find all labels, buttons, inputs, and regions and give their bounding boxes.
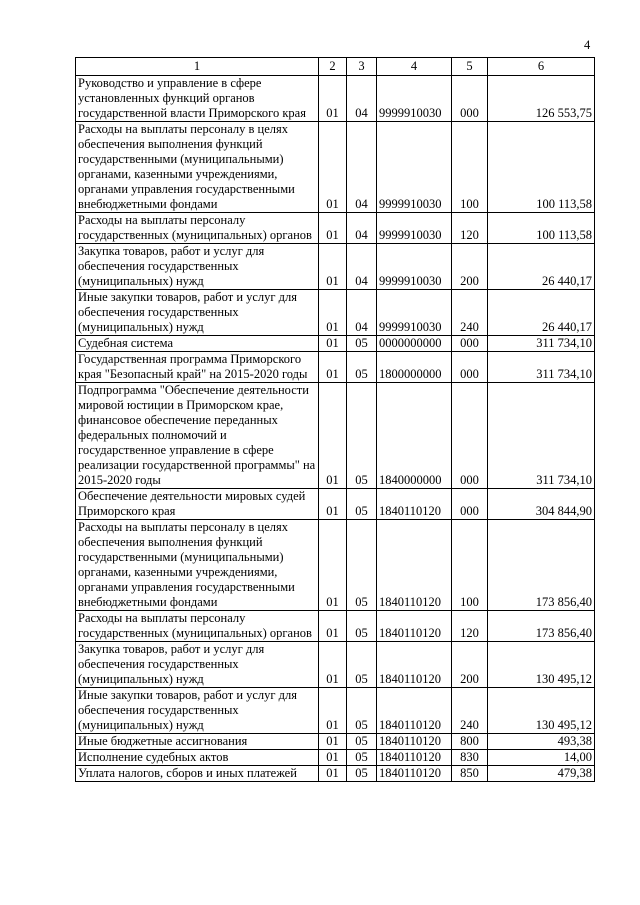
- row-section: 01: [319, 244, 347, 290]
- row-subsection: 05: [347, 352, 377, 383]
- row-subsection: 05: [347, 611, 377, 642]
- row-expense-type: 000: [452, 352, 488, 383]
- row-amount: 493,38: [488, 734, 595, 750]
- row-expense-type: 000: [452, 336, 488, 352]
- row-section: 01: [319, 642, 347, 688]
- row-expense-type: 100: [452, 520, 488, 611]
- row-target-code: 1840110120: [377, 489, 452, 520]
- row-expense-type: 120: [452, 213, 488, 244]
- row-target-code: 1840110120: [377, 750, 452, 766]
- row-subsection: 04: [347, 122, 377, 213]
- row-name: Иные бюджетные ассигнования: [76, 734, 319, 750]
- column-header: 5: [452, 58, 488, 76]
- row-section: 01: [319, 611, 347, 642]
- row-target-code: 1840110120: [377, 688, 452, 734]
- row-section: 01: [319, 520, 347, 611]
- row-amount: 311 734,10: [488, 383, 595, 489]
- row-section: 01: [319, 122, 347, 213]
- row-name: Судебная система: [76, 336, 319, 352]
- row-amount: 130 495,12: [488, 642, 595, 688]
- budget-table-body: [76, 58, 595, 782]
- row-name: Подпрограмма "Обеспечение деятельности мировой юстиции в Приморском крае, финансовое обеспечение переданных федеральных полномочий и государственное управление в сфере реализации государственной программы" на 2015-2020 годы: [76, 383, 319, 489]
- row-target-code: 9999910030: [377, 76, 452, 122]
- row-amount: 173 856,40: [488, 611, 595, 642]
- row-subsection: 05: [347, 383, 377, 489]
- row-expense-type: 000: [452, 76, 488, 122]
- table-row: [76, 688, 595, 734]
- budget-table: [75, 57, 595, 782]
- table-row: [76, 290, 595, 336]
- table-row: [76, 734, 595, 750]
- row-target-code: 9999910030: [377, 290, 452, 336]
- row-subsection: 05: [347, 750, 377, 766]
- row-target-code: 9999910030: [377, 122, 452, 213]
- row-section: 01: [319, 750, 347, 766]
- table-row: [76, 76, 595, 122]
- row-subsection: 04: [347, 76, 377, 122]
- column-header: 4: [377, 58, 452, 76]
- row-subsection: 04: [347, 290, 377, 336]
- row-name: Закупка товаров, работ и услуг для обеспечения государственных (муниципальных) нужд: [76, 642, 319, 688]
- row-name: Закупка товаров, работ и услуг для обеспечения государственных (муниципальных) нужд: [76, 244, 319, 290]
- row-subsection: 05: [347, 688, 377, 734]
- row-section: 01: [319, 766, 347, 782]
- table-row: [76, 383, 595, 489]
- row-section: 01: [319, 352, 347, 383]
- row-expense-type: 240: [452, 688, 488, 734]
- table-row: [76, 489, 595, 520]
- row-name: Обеспечение деятельности мировых судей Приморского края: [76, 489, 319, 520]
- table-row: [76, 766, 595, 782]
- table-row: [76, 520, 595, 611]
- row-target-code: 9999910030: [377, 244, 452, 290]
- column-header: 3: [347, 58, 377, 76]
- row-name: Иные закупки товаров, работ и услуг для обеспечения государственных (муниципальных) нужд: [76, 290, 319, 336]
- row-target-code: 1840000000: [377, 383, 452, 489]
- table-row: [76, 352, 595, 383]
- column-header: 2: [319, 58, 347, 76]
- row-name: Расходы на выплаты персоналу в целях обеспечения выполнения функций государственными (муниципальными) органами, казенными учреждениями, органами управления государственными внебюджетными фондами: [76, 520, 319, 611]
- row-amount: 100 113,58: [488, 122, 595, 213]
- row-name: Иные закупки товаров, работ и услуг для обеспечения государственных (муниципальных) нужд: [76, 688, 319, 734]
- row-amount: 26 440,17: [488, 290, 595, 336]
- row-amount: 126 553,75: [488, 76, 595, 122]
- row-expense-type: 200: [452, 642, 488, 688]
- row-target-code: 9999910030: [377, 213, 452, 244]
- row-subsection: 05: [347, 520, 377, 611]
- row-amount: 14,00: [488, 750, 595, 766]
- row-expense-type: 100: [452, 122, 488, 213]
- table-header-row: [76, 58, 595, 76]
- row-name: Расходы на выплаты персоналу государственных (муниципальных) органов: [76, 213, 319, 244]
- row-amount: 130 495,12: [488, 688, 595, 734]
- row-name: Исполнение судебных актов: [76, 750, 319, 766]
- row-expense-type: 850: [452, 766, 488, 782]
- row-amount: 311 734,10: [488, 336, 595, 352]
- row-amount: 311 734,10: [488, 352, 595, 383]
- row-subsection: 05: [347, 489, 377, 520]
- row-name: Государственная программа Приморского края "Безопасный край" на 2015-2020 годы: [76, 352, 319, 383]
- table-row: [76, 750, 595, 766]
- row-target-code: 1840110120: [377, 642, 452, 688]
- row-target-code: 1840110120: [377, 611, 452, 642]
- row-target-code: 1840110120: [377, 520, 452, 611]
- row-subsection: 05: [347, 642, 377, 688]
- row-amount: 26 440,17: [488, 244, 595, 290]
- row-expense-type: 120: [452, 611, 488, 642]
- row-name: Руководство и управление в сфере установленных функций органов государственной власти Приморского края: [76, 76, 319, 122]
- row-amount: 100 113,58: [488, 213, 595, 244]
- row-subsection: 04: [347, 213, 377, 244]
- row-amount: 304 844,90: [488, 489, 595, 520]
- row-expense-type: 200: [452, 244, 488, 290]
- table-row: [76, 244, 595, 290]
- table-row: [76, 122, 595, 213]
- row-expense-type: 800: [452, 734, 488, 750]
- row-target-code: 0000000000: [377, 336, 452, 352]
- row-expense-type: 000: [452, 383, 488, 489]
- row-target-code: 1840110120: [377, 734, 452, 750]
- row-subsection: 05: [347, 766, 377, 782]
- row-name: Расходы на выплаты персоналу в целях обеспечения выполнения функций государственными (муниципальными) органами, казенными учреждениями, органами управления государственными внебюджетными фондами: [76, 122, 319, 213]
- row-name: Расходы на выплаты персоналу государственных (муниципальных) органов: [76, 611, 319, 642]
- row-subsection: 04: [347, 244, 377, 290]
- table-row: [76, 213, 595, 244]
- table-row: [76, 611, 595, 642]
- page-number: 4: [584, 38, 591, 52]
- column-header: 1: [76, 58, 319, 76]
- row-section: 01: [319, 336, 347, 352]
- column-header: 6: [488, 58, 595, 76]
- row-amount: 479,38: [488, 766, 595, 782]
- row-expense-type: 240: [452, 290, 488, 336]
- row-expense-type: 830: [452, 750, 488, 766]
- table-row: [76, 642, 595, 688]
- row-expense-type: 000: [452, 489, 488, 520]
- row-section: 01: [319, 734, 347, 750]
- row-section: 01: [319, 688, 347, 734]
- row-name: Уплата налогов, сборов и иных платежей: [76, 766, 319, 782]
- row-section: 01: [319, 489, 347, 520]
- table-row: [76, 336, 595, 352]
- row-subsection: 05: [347, 734, 377, 750]
- row-section: 01: [319, 213, 347, 244]
- row-section: 01: [319, 76, 347, 122]
- row-amount: 173 856,40: [488, 520, 595, 611]
- row-subsection: 05: [347, 336, 377, 352]
- row-target-code: 1800000000: [377, 352, 452, 383]
- row-section: 01: [319, 290, 347, 336]
- row-section: 01: [319, 383, 347, 489]
- row-target-code: 1840110120: [377, 766, 452, 782]
